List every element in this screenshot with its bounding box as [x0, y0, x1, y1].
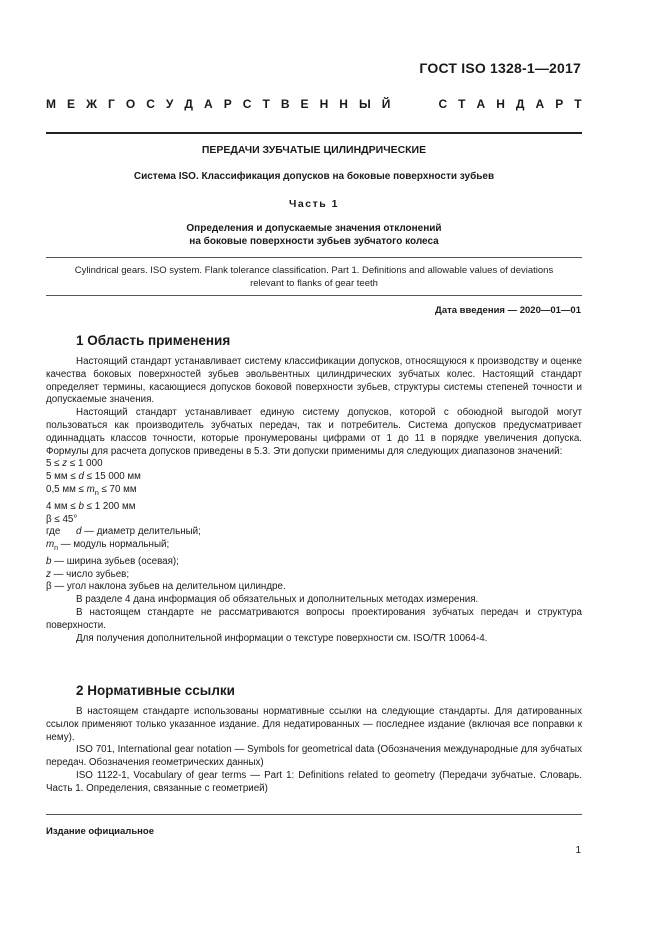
interstate-letter: Д: [515, 97, 525, 111]
section-2-title: 2 Нормативные ссылки: [76, 683, 235, 698]
interstate-letter: Р: [555, 97, 564, 111]
section-1-paragraph-1: Настоящий стандарт устанавливает систему классификации допусков, относящуюся к производству и оценке качества боковых поверхностей зубьев эвольвентных цилиндрических зубчатых колес. Настоящий стандарт определяет термины, касающиеся допусков боковой поверхности зубьев, структуры системы степеней точности и допускаемые значения.: [46, 356, 582, 406]
interstate-letter: С: [242, 97, 252, 111]
interstate-letter: А: [203, 97, 213, 111]
reference-iso-1122-1: ISO 1122-1, Vocabulary of gear terms — Part 1: Definitions related to geometry (Передачи зубчатые. Словарь. Часть 1. Определения, связанные с геометрией): [46, 769, 582, 794]
section-1-paragraph-5: Для получения дополнительной информации о текстуре поверхности см. ISO/TR 10064-4.: [76, 632, 488, 644]
part-number: Часть 1: [289, 198, 339, 210]
english-title: [46, 264, 582, 290]
interstate-standard-heading: [46, 97, 582, 111]
where-d: где d — диаметр делительный;: [46, 526, 201, 538]
where-mn: $m_n$ — модуль нормальный;: [46, 539, 170, 553]
section-1-body: [46, 356, 582, 645]
interstate-letter: О: [125, 97, 136, 111]
where-b: b — ширина зубьев (осевая);: [46, 555, 179, 567]
interstate-letter: А: [476, 97, 486, 111]
where-beta: β — угол наклона зубьев на делительном цилиндре.: [46, 581, 286, 593]
interstate-letter: Т: [574, 97, 582, 111]
title-rule-top: [46, 257, 582, 258]
interstate-letter: Р: [223, 97, 232, 111]
reference-iso-701: ISO 701, International gear notation — Symbols for geometrical data (Обозначения международные для зубчатых передач. Обозначения геометрических данных): [46, 744, 582, 769]
title-rule-bottom: [46, 295, 582, 296]
section-1-paragraph-4: В настоящем стандарте не рассматриваются вопросы проектирования зубчатых передач и структура поверхности.: [46, 607, 582, 631]
interstate-letter: С: [146, 97, 155, 111]
section-1-paragraph-2: Настоящий стандарт устанавливает единую систему допусков, которой с обоюдной выгодой могут пользоваться как производитель зубчатых передач, так и потребитель. Система допусков предусматривает одиннадцать классов точности, которые пронумерованы цифрами от 1 до 11 в порядке увеличения допуска. Формулы для расчета допусков приведены в 5.3. Эти допуски применимы для следующих диапазонов значений:: [46, 407, 582, 457]
interstate-letter: В: [280, 97, 290, 111]
part-title-line-1: Определения и допускаемые значения отклонений: [186, 223, 442, 234]
part-title-line-2: на боковые поверхности зубьев зубчатого колеса: [189, 236, 439, 247]
interstate-letter: Н: [319, 97, 329, 111]
interstate-letter: А: [535, 97, 545, 111]
footer-rule: [46, 814, 582, 815]
header-rule: [46, 132, 582, 134]
interstate-word-gap: [401, 97, 427, 111]
interstate-letter: Ж: [86, 97, 97, 111]
interstate-letter: Н: [339, 97, 348, 111]
range-beta: β ≤ 45°: [46, 513, 78, 525]
interstate-letter: Ы: [358, 97, 371, 111]
range-z: 5 ≤ z ≤ 1 000: [46, 458, 103, 470]
english-title-line-1: Cylindrical gears. ISO system. Flank tolerance classification. Part 1. Definitions and allowable values of deviations: [74, 265, 554, 276]
standard-subtitle: Система ISO. Классификация допусков на боковые поверхности зубьев: [133, 171, 495, 182]
interstate-letter: Е: [67, 97, 76, 111]
range-mn: 0,5 мм ≤ $m_n \le 70$ мм: [46, 483, 137, 497]
interstate-letter: Т: [458, 97, 466, 111]
part-title: [46, 222, 582, 248]
section-2-paragraph-1: В настоящем стандарте использованы нормативные ссылки на следующие стандарты. Для датированных ссылок применяют только указанное издание. Для недатированных — последнее издание (включая все поправки к нему).: [46, 706, 582, 743]
interstate-letter: Д: [184, 97, 193, 111]
interstate-letter: У: [165, 97, 174, 111]
section-2-body: [46, 706, 582, 796]
range-b: 4 мм ≤ b ≤ 1 200 мм: [46, 500, 136, 512]
standard-title: ПЕРЕДАЧИ ЗУБЧАТЫЕ ЦИЛИНДРИЧЕСКИЕ: [201, 144, 427, 156]
gost-code: ГОСТ ISO 1328-1—2017: [419, 60, 581, 76]
interstate-letter: Т: [262, 97, 270, 111]
range-d: 5 мм ≤ d ≤ 15 000 мм: [46, 471, 141, 483]
interstate-letter: Й: [381, 97, 391, 111]
interstate-letter: С: [438, 97, 448, 111]
section-1-paragraph-3: В разделе 4 дана информация об обязательных и дополнительных методах измерения.: [76, 594, 479, 606]
interstate-letter: Е: [300, 97, 309, 111]
official-edition-label: Издание официальное: [46, 826, 154, 837]
where-z: z — число зубьев;: [46, 568, 130, 580]
interstate-letter: Г: [107, 97, 115, 111]
page-number: 1: [575, 845, 581, 856]
introduction-date: Дата введения — 2020—01—01: [435, 305, 581, 316]
english-title-line-2: relevant to flanks of gear teeth: [250, 278, 378, 289]
section-1-title: 1 Область применения: [76, 333, 231, 348]
interstate-letter: Н: [496, 97, 505, 111]
interstate-letter: М: [46, 97, 56, 111]
